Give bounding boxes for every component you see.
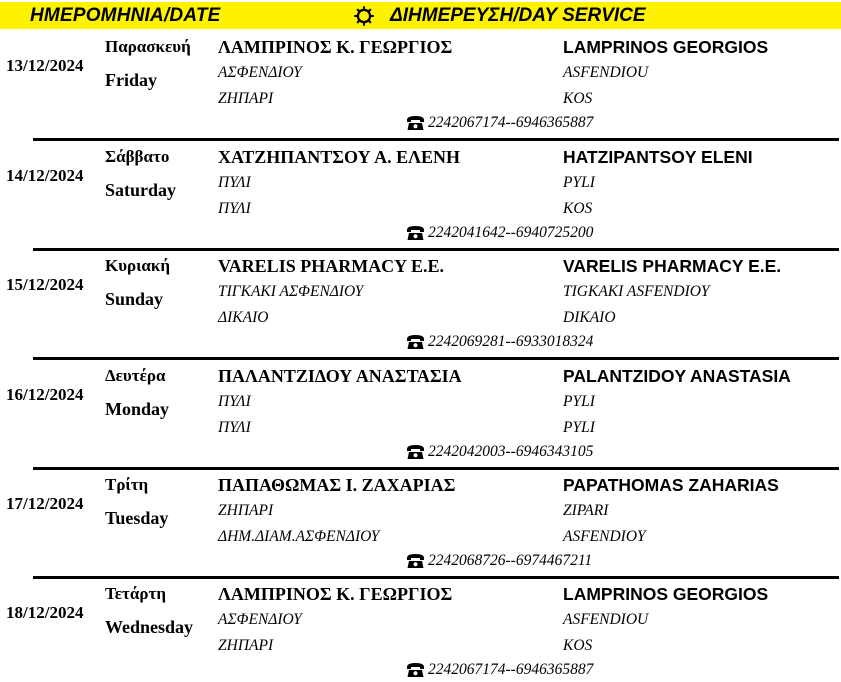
address-greek-line2: ΔΙΚΑΙΟ [218,309,269,326]
address-greek-line1: ΑΣΦΕΝΔΙΟΥ [218,611,302,628]
address-english-line2: KOS [563,90,593,107]
phone-row [406,114,593,132]
phone-numbers: 2242067174--6946365887 [428,114,594,131]
address-greek-line1: ΠΥΛΙ [218,393,251,410]
address-english-line2: KOS [563,200,593,217]
phone-icon [406,444,425,460]
entry-day-greek: Τρίτη [105,475,149,494]
entry-divider [33,467,839,470]
pharmacy-name-greek: ΠΑΛΑΝΤΖΙΔΟΥ ΑΝΑΣΤΑΣΙΑ [218,366,462,386]
header-date-label: ΗΜΕΡΟΜΗΝΙΑ/DATE [30,5,221,26]
phone-row [406,552,592,570]
entry-date: 13/12/2024 [6,56,84,75]
phone-row [406,224,593,242]
phone-icon [406,553,425,569]
address-english-line1: PYLI [563,393,595,410]
entry-date: 17/12/2024 [6,494,84,513]
address-english-line1: ASFENDIOU [563,64,649,81]
address-greek-line2: ΖΗΠΑΡΙ [218,637,274,654]
address-greek-line1: ΤΙΓΚΑΚΙ ΑΣΦΕΝΔΙΟΥ [218,283,364,300]
entry-divider [33,138,839,141]
address-greek-line2: ΠΥΛΙ [218,200,251,217]
entry-day-english: Saturday [105,180,177,200]
address-english-line2: DIKAIO [563,309,616,326]
pharmacy-name-english: HATZIPANTSOY ELENI [563,147,753,167]
entry-divider [33,576,839,579]
pharmacy-name-greek: ΧΑΤΖΗΠΑΝΤΣΟΥ Α. ΕΛΕΝΗ [218,147,460,167]
phone-icon [406,662,425,678]
address-english-line1: PYLI [563,174,595,191]
phone-numbers: 2242068726--6974467211 [428,552,593,569]
phone-numbers: 2242041642--6940725200 [428,224,594,241]
entry-day-greek: Παρασκευή [105,37,191,56]
entry-day-english: Tuesday [105,508,169,528]
duty-entry [0,34,841,144]
address-english-line1: ASFENDIOU [563,611,649,628]
phone-row [406,443,593,461]
phone-numbers: 2242067174--6946365887 [428,661,594,678]
phone-row [406,333,593,351]
entry-day-greek: Κυριακή [105,256,170,275]
entry-day-english: Monday [105,399,170,419]
entry-day-english: Friday [105,70,157,90]
pharmacy-name-greek: VARELIS PHARMACY E.E. [218,256,445,276]
pharmacy-name-english: LAMPRINOS GEORGIOS [563,584,769,604]
entry-divider [33,357,839,360]
address-greek-line1: ΖΗΠΑΡΙ [218,502,274,519]
address-greek-line1: ΠΥΛΙ [218,174,251,191]
duty-entry [0,253,841,363]
phone-row [406,661,593,679]
pharmacy-name-greek: ΠΑΠΑΘΩΜΑΣ Ι. ΖΑΧΑΡΙΑΣ [218,475,456,495]
entry-date: 18/12/2024 [6,603,84,622]
header-bar [0,2,841,29]
entry-day-english: Sunday [105,289,164,309]
phone-numbers: 2242042003--6946343105 [428,443,594,460]
address-english-line2: KOS [563,637,593,654]
pharmacy-name-english: PALANTZIDOY ANASTASIA [563,366,791,386]
sun-icon [354,6,374,26]
entry-day-english: Wednesday [105,617,194,637]
address-greek-line2: ΔΗΜ.ΔΙΑΜ.ΑΣΦΕΝΔΙΟΥ [218,528,380,545]
header-service [354,5,646,27]
entry-day-greek: Σάββατο [105,147,170,166]
address-greek-line2: ΖΗΠΑΡΙ [218,90,274,107]
address-greek-line1: ΑΣΦΕΝΔΙΟΥ [218,64,302,81]
address-english-line1: TIGKAKI ASFENDIOY [563,283,710,300]
phone-numbers: 2242069281--6933018324 [428,333,594,350]
address-english-line1: ZIPARI [563,502,609,519]
pharmacy-name-english: VARELIS PHARMACY E.E. [563,256,782,276]
phone-icon [406,334,425,350]
entry-date: 14/12/2024 [6,166,84,185]
pharmacy-name-greek: ΛΑΜΠΡΙΝΟΣ Κ. ΓΕΩΡΓΙΟΣ [218,37,453,57]
entry-date: 16/12/2024 [6,385,84,404]
address-english-line2: PYLI [563,419,595,436]
pharmacy-name-english: PAPATHOMAS ZAHARIAS [563,475,779,495]
pharmacy-name-english: LAMPRINOS GEORGIOS [563,37,769,57]
address-english-line2: ASFENDIOY [563,528,646,545]
address-greek-line2: ΠΥΛΙ [218,419,251,436]
duty-entry [0,581,841,682]
duty-entry [0,144,841,254]
entry-day-greek: Δευτέρα [105,366,166,385]
header-service-label: ΔΙΗΜΕΡΕΥΣΗ/DAY SERVICE [390,5,646,26]
duty-entry [0,472,841,582]
entry-date: 15/12/2024 [6,275,84,294]
pharmacy-name-greek: ΛΑΜΠΡΙΝΟΣ Κ. ΓΕΩΡΓΙΟΣ [218,584,453,604]
duty-entry [0,363,841,473]
phone-icon [406,115,425,131]
entry-day-greek: Τετάρτη [105,584,166,603]
entry-divider [33,248,839,251]
phone-icon [406,225,425,241]
